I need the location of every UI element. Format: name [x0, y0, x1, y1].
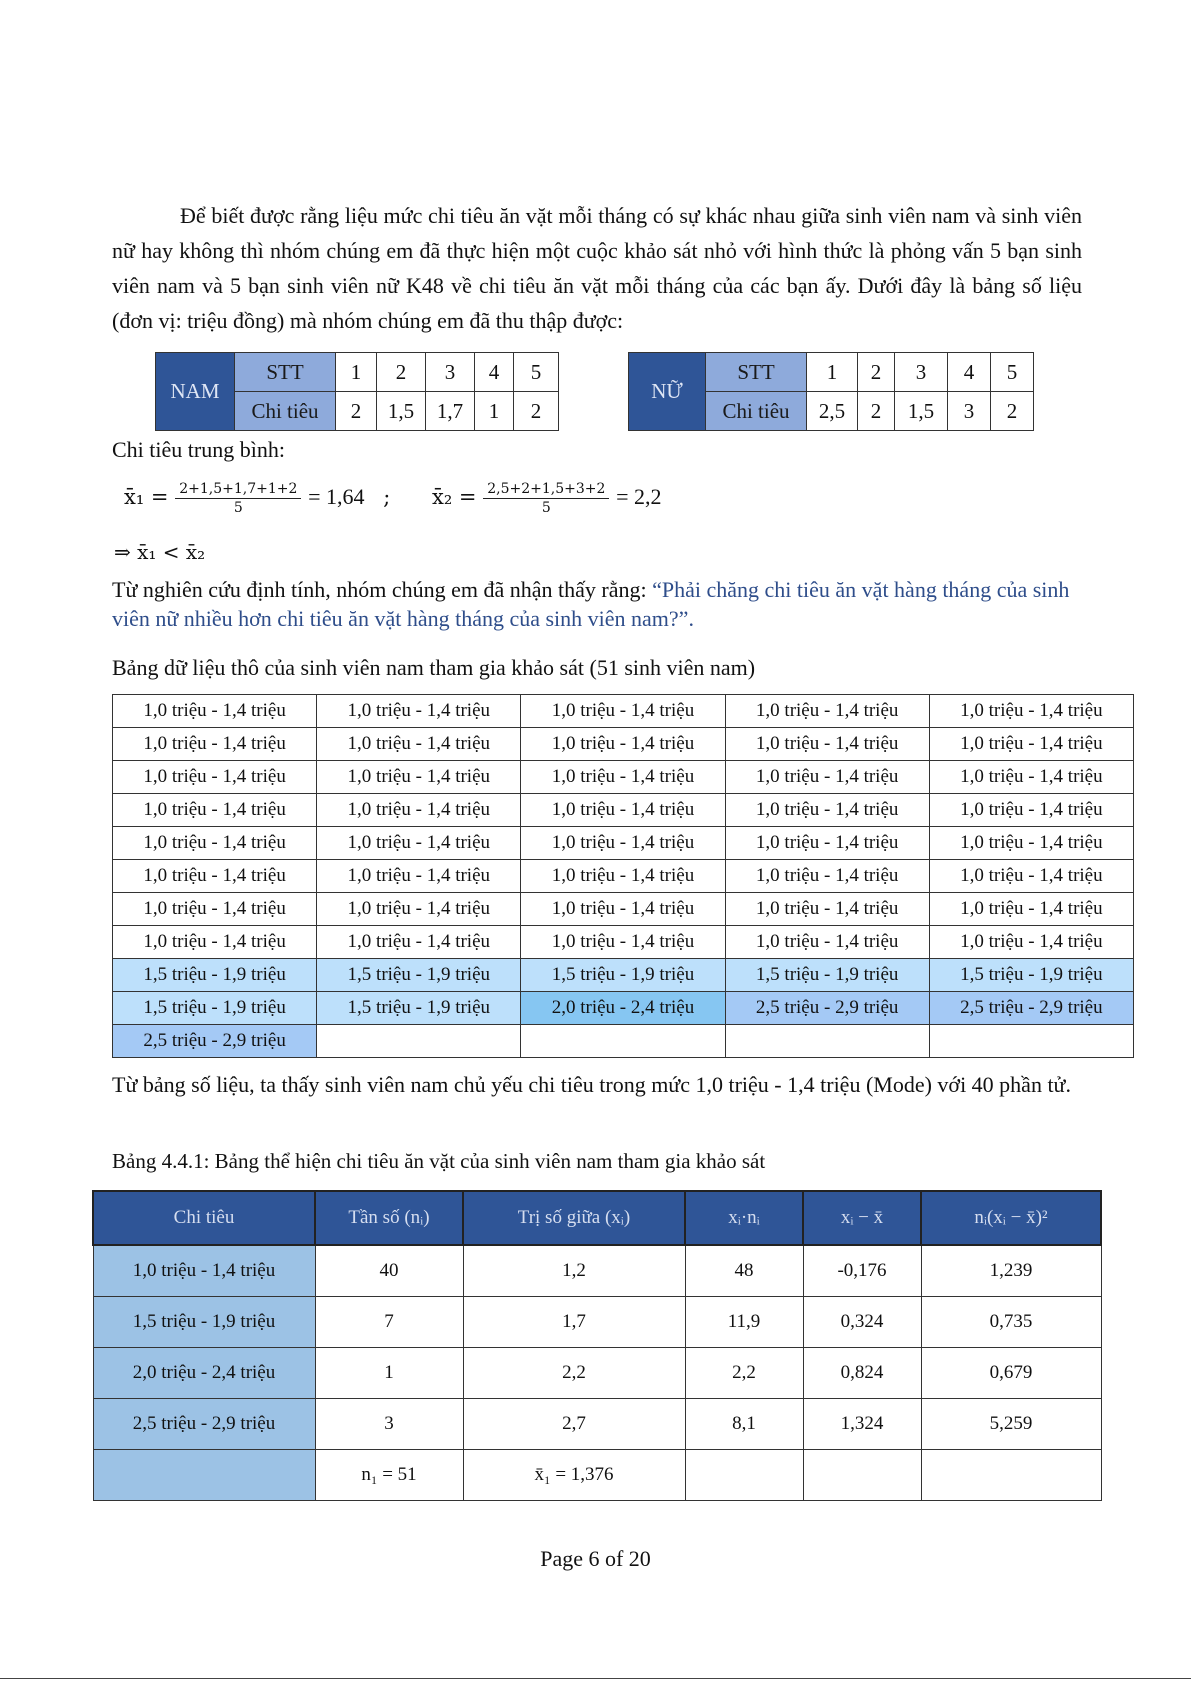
raw-table-cell: 1,0 triệu - 1,4 triệu — [113, 728, 317, 761]
frequency-row-label: 2,0 triệu - 2,4 triệu — [93, 1348, 315, 1399]
frequency-cell: 8,1 — [685, 1399, 803, 1450]
frequency-row-label: 1,5 triệu - 1,9 triệu — [93, 1297, 315, 1348]
frequency-header-cell: Chi tiêu — [93, 1191, 315, 1245]
raw-table-cell: 1,0 triệu - 1,4 triệu — [317, 761, 521, 794]
raw-table-row — [113, 860, 1134, 893]
raw-table-cell — [929, 1025, 1133, 1058]
raw-table-cell: 1,0 triệu - 1,4 triệu — [113, 695, 317, 728]
average-label: Chi tiêu trung bình: — [112, 437, 285, 462]
fraction-numerator: 2+1,5+1,7+1+2 — [175, 480, 301, 499]
fraction-denominator: 5 — [233, 500, 243, 516]
raw-table-row — [113, 794, 1134, 827]
nu-stt: 2 — [858, 353, 895, 392]
raw-data-table — [112, 694, 1134, 1058]
frequency-header-cell: Tần số (nᵢ) — [315, 1191, 463, 1245]
nam-stt: 4 — [475, 353, 514, 392]
research-question — [112, 575, 1102, 633]
frequency-cell: 48 — [685, 1245, 803, 1297]
raw-table-title: Bảng dữ liệu thô của sinh viên nam tham gia khảo sát (51 sinh viên nam) — [112, 655, 756, 680]
fraction — [175, 480, 301, 517]
raw-table-cell: 1,0 triệu - 1,4 triệu — [317, 893, 521, 926]
nu-stt: 4 — [948, 353, 991, 392]
raw-table-row — [113, 728, 1134, 761]
raw-table-cell: 1,5 triệu - 1,9 triệu — [521, 959, 725, 992]
mean-formula-male — [124, 480, 390, 517]
raw-table-cell: 1,0 triệu - 1,4 triệu — [521, 794, 725, 827]
fraction-denominator: 5 — [541, 500, 551, 516]
frequency-total-cell — [93, 1450, 315, 1501]
frequency-total-cell — [803, 1450, 921, 1501]
raw-table-cell: 2,5 triệu - 2,9 triệu — [113, 1025, 317, 1058]
frequency-row — [93, 1297, 1101, 1348]
raw-table-cell: 1,0 triệu - 1,4 triệu — [113, 794, 317, 827]
frequency-cell: 0,735 — [921, 1297, 1101, 1348]
raw-table-cell: 1,0 triệu - 1,4 triệu — [113, 761, 317, 794]
raw-table-row — [113, 926, 1134, 959]
nam-group-label: NAM — [156, 353, 235, 431]
formula-lhs: x̄₂ = — [432, 485, 477, 509]
frequency-header-cell: Trị số giữa (xᵢ) — [463, 1191, 685, 1245]
frequency-cell: 7 — [315, 1297, 463, 1348]
raw-table-cell: 1,5 triệu - 1,9 triệu — [113, 992, 317, 1025]
frequency-cell: 1,2 — [463, 1245, 685, 1297]
frequency-total-cell: n₁ = 51 — [315, 1450, 463, 1501]
frequency-header-cell: xᵢ·nᵢ — [685, 1191, 803, 1245]
mode-text: Từ bảng số liệu, ta thấy sinh viên nam chủ yếu chi tiêu trong mức 1,0 triệu - 1,4 triệu (Mode) với 40 phần tử. — [112, 1072, 1071, 1097]
raw-table-cell: 1,0 triệu - 1,4 triệu — [113, 893, 317, 926]
raw-table-cell: 1,0 triệu - 1,4 triệu — [725, 761, 929, 794]
frequency-cell: 1,324 — [803, 1399, 921, 1450]
raw-table-cell: 1,0 triệu - 1,4 triệu — [725, 893, 929, 926]
raw-table-cell: 1,5 triệu - 1,9 triệu — [725, 959, 929, 992]
mean-formula-female — [432, 480, 662, 517]
raw-table-cell: 1,0 triệu - 1,4 triệu — [521, 860, 725, 893]
nu-stt: 5 — [991, 353, 1034, 392]
raw-table-cell: 1,0 triệu - 1,4 triệu — [929, 860, 1133, 893]
raw-table-cell: 1,0 triệu - 1,4 triệu — [929, 893, 1133, 926]
nam-value: 2 — [336, 392, 377, 431]
raw-table-cell: 1,0 triệu - 1,4 triệu — [929, 794, 1133, 827]
frequency-cell: 2,2 — [685, 1348, 803, 1399]
raw-table-cell: 1,0 triệu - 1,4 triệu — [725, 860, 929, 893]
frequency-cell: 1 — [315, 1348, 463, 1399]
raw-table-cell: 1,0 triệu - 1,4 triệu — [521, 728, 725, 761]
raw-table-cell: 2,5 triệu - 2,9 triệu — [725, 992, 929, 1025]
frequency-row — [93, 1399, 1101, 1450]
frequency-header-row — [93, 1191, 1101, 1245]
frequency-cell: -0,176 — [803, 1245, 921, 1297]
raw-table-cell: 1,0 triệu - 1,4 triệu — [929, 761, 1133, 794]
raw-table-cell: 1,0 triệu - 1,4 triệu — [113, 926, 317, 959]
frequency-header-cell: xᵢ − x̄ — [803, 1191, 921, 1245]
raw-table-cell: 1,0 triệu - 1,4 triệu — [317, 827, 521, 860]
frequency-cell: 2,2 — [463, 1348, 685, 1399]
nu-value: 3 — [948, 392, 991, 431]
nu-value: 1,5 — [895, 392, 948, 431]
raw-table-cell: 1,5 triệu - 1,9 triệu — [317, 959, 521, 992]
frequency-row — [93, 1348, 1101, 1399]
raw-table-cell: 1,0 triệu - 1,4 triệu — [317, 728, 521, 761]
raw-table-cell — [725, 1025, 929, 1058]
formula-separator: ; — [383, 485, 391, 509]
frequency-table-title: Bảng 4.4.1: Bảng thể hiện chi tiêu ăn vặt của sinh viên nam tham gia khảo sát — [112, 1149, 766, 1173]
raw-table-cell: 1,0 triệu - 1,4 triệu — [317, 926, 521, 959]
raw-table-cell: 1,0 triệu - 1,4 triệu — [521, 761, 725, 794]
frequency-cell: 1,7 — [463, 1297, 685, 1348]
raw-table-row — [113, 992, 1134, 1025]
nu-value-label: Chi tiêu — [706, 392, 807, 431]
footer-rule — [0, 1678, 1191, 1679]
nam-stt: 2 — [377, 353, 426, 392]
nam-value: 1,7 — [426, 392, 475, 431]
raw-table-row — [113, 695, 1134, 728]
frequency-header-cell: nᵢ(xᵢ − x̄)² — [921, 1191, 1101, 1245]
raw-table-cell — [317, 1025, 521, 1058]
raw-table-cell: 1,0 triệu - 1,4 triệu — [113, 827, 317, 860]
nu-stt: 3 — [895, 353, 948, 392]
formula-result: = 1,64 — [308, 484, 365, 509]
frequency-cell: 0,824 — [803, 1348, 921, 1399]
raw-table-cell: 1,5 triệu - 1,9 triệu — [113, 959, 317, 992]
frequency-cell: 0,324 — [803, 1297, 921, 1348]
nam-value-label: Chi tiêu — [235, 392, 336, 431]
frequency-cell: 2,7 — [463, 1399, 685, 1450]
frequency-total-cell — [685, 1450, 803, 1501]
raw-table-cell: 1,0 triệu - 1,4 triệu — [521, 695, 725, 728]
mean-comparison: ⇒ x̄₁ < x̄₂ — [114, 540, 206, 564]
nam-stt: 3 — [426, 353, 475, 392]
raw-table-cell: 1,0 triệu - 1,4 triệu — [113, 860, 317, 893]
frequency-row-label: 2,5 triệu - 2,9 triệu — [93, 1399, 315, 1450]
research-lead: Từ nghiên cứu định tính, nhóm chúng em đã nhận thấy rằng: — [112, 577, 653, 602]
raw-table-cell: 2,5 triệu - 2,9 triệu — [929, 992, 1133, 1025]
formula-result: = 2,2 — [616, 484, 662, 509]
nu-table — [628, 352, 1034, 431]
raw-table-cell: 1,0 triệu - 1,4 triệu — [929, 926, 1133, 959]
raw-table-cell: 1,0 triệu - 1,4 triệu — [929, 827, 1133, 860]
nam-value: 1 — [475, 392, 514, 431]
nam-stt-label: STT — [235, 353, 336, 392]
raw-table-cell: 1,0 triệu - 1,4 triệu — [725, 926, 929, 959]
raw-table-cell: 1,0 triệu - 1,4 triệu — [521, 827, 725, 860]
raw-table-row — [113, 1025, 1134, 1058]
raw-table-cell: 1,0 triệu - 1,4 triệu — [521, 926, 725, 959]
fraction-numerator: 2,5+2+1,5+3+2 — [483, 480, 609, 499]
raw-table-row — [113, 827, 1134, 860]
raw-table-cell: 1,0 triệu - 1,4 triệu — [725, 728, 929, 761]
frequency-total-cell — [921, 1450, 1101, 1501]
raw-table-cell: 1,0 triệu - 1,4 triệu — [725, 827, 929, 860]
raw-table-cell: 1,0 triệu - 1,4 triệu — [929, 728, 1133, 761]
nam-value: 1,5 — [377, 392, 426, 431]
raw-table-cell: 2,0 triệu - 2,4 triệu — [521, 992, 725, 1025]
raw-table-row — [113, 761, 1134, 794]
frequency-row-label: 1,0 triệu - 1,4 triệu — [93, 1245, 315, 1297]
raw-table-row — [113, 893, 1134, 926]
frequency-row — [93, 1245, 1101, 1297]
nu-stt: 1 — [807, 353, 858, 392]
fraction — [483, 480, 609, 517]
nu-group-label: NỮ — [629, 353, 706, 431]
nam-stt: 5 — [514, 353, 559, 392]
nam-stt: 1 — [336, 353, 377, 392]
page-number: Page 6 of 20 — [540, 1546, 651, 1571]
nu-value: 2 — [858, 392, 895, 431]
frequency-total-cell: x̄₁ = 1,376 — [463, 1450, 685, 1501]
raw-table-cell: 1,0 triệu - 1,4 triệu — [317, 860, 521, 893]
nam-value: 2 — [514, 392, 559, 431]
frequency-cell: 40 — [315, 1245, 463, 1297]
raw-table-cell: 1,0 triệu - 1,4 triệu — [725, 695, 929, 728]
frequency-cell: 3 — [315, 1399, 463, 1450]
frequency-cell: 5,259 — [921, 1399, 1101, 1450]
nu-stt-label: STT — [706, 353, 807, 392]
raw-table-row — [113, 959, 1134, 992]
research-quote: “Phải chăng chi tiêu ăn vặt hàng tháng của sinh viên nữ nhiều hơn chi tiêu ăn vặt hàng tháng của sinh viên nam?”. — [112, 577, 1070, 631]
raw-table-cell: 1,0 triệu - 1,4 triệu — [317, 695, 521, 728]
nu-value: 2 — [991, 392, 1034, 431]
frequency-cell: 11,9 — [685, 1297, 803, 1348]
raw-table-cell: 1,0 triệu - 1,4 triệu — [317, 794, 521, 827]
frequency-total-row — [93, 1450, 1101, 1501]
frequency-cell: 1,239 — [921, 1245, 1101, 1297]
intro-paragraph: Để biết được rằng liệu mức chi tiêu ăn vặt mỗi tháng có sự khác nhau giữa sinh viên nam và sinh viên nữ hay không thì nhóm chúng em đã thực hiện một cuộc khảo sát nhỏ với hình thức là phỏng vấn 5 bạn sinh viên nam và 5 bạn sinh viên nữ K48 về chi tiêu ăn vặt mỗi tháng của các bạn ấy. Dưới đây là bảng số liệu (đơn vị: triệu đồng) mà nhóm chúng em đã thu thập được: — [112, 203, 1082, 333]
raw-table-cell: 1,0 triệu - 1,4 triệu — [521, 893, 725, 926]
raw-table-cell: 1,5 triệu - 1,9 triệu — [929, 959, 1133, 992]
raw-table-cell — [521, 1025, 725, 1058]
raw-table-cell: 1,0 triệu - 1,4 triệu — [725, 794, 929, 827]
raw-table-cell: 1,0 triệu - 1,4 triệu — [929, 695, 1133, 728]
formula-lhs: x̄₁ = — [124, 485, 169, 509]
frequency-table — [92, 1190, 1102, 1501]
frequency-cell: 0,679 — [921, 1348, 1101, 1399]
nu-value: 2,5 — [807, 392, 858, 431]
raw-table-cell: 1,5 triệu - 1,9 triệu — [317, 992, 521, 1025]
nam-table — [155, 352, 559, 431]
